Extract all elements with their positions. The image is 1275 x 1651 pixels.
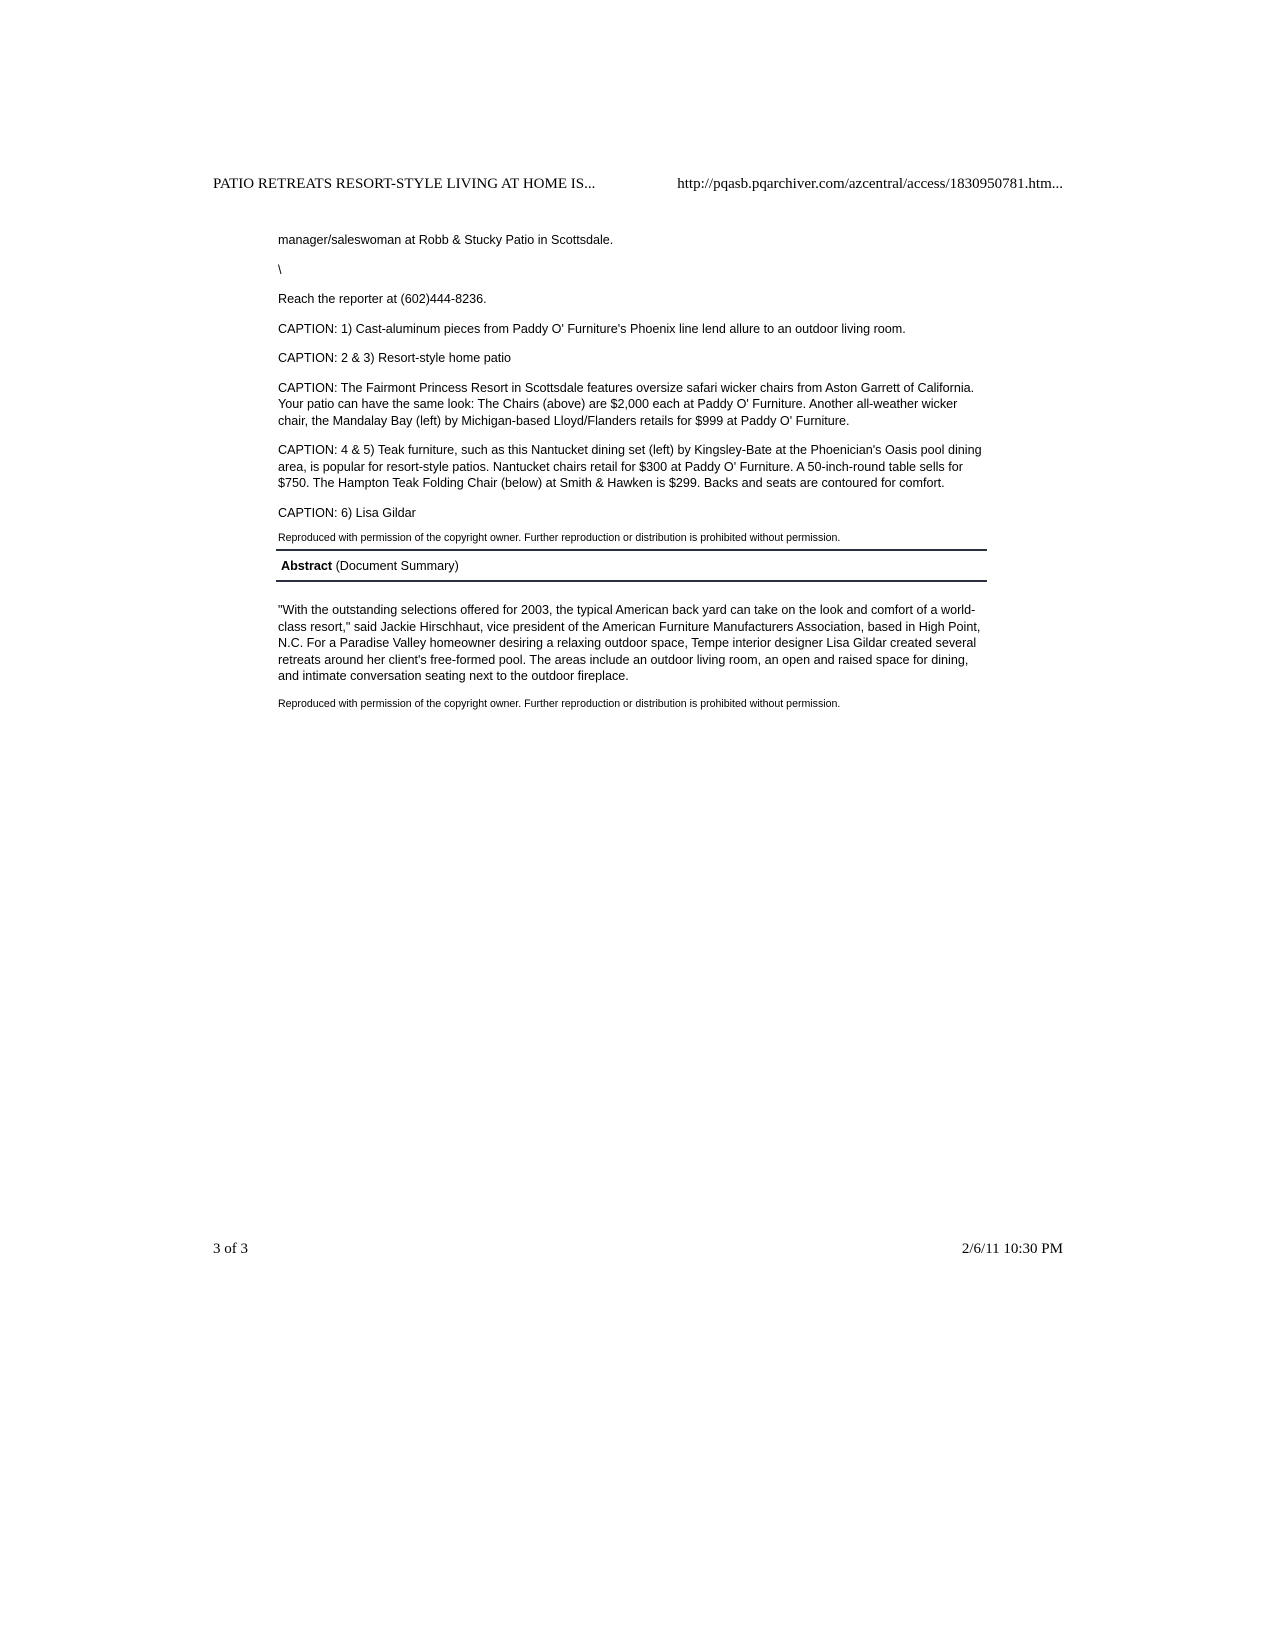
- abstract-header: [276, 549, 987, 582]
- document-url: http://pqasb.pqarchiver.com/azcentral/access/1830950781.htm...: [677, 176, 1063, 192]
- body-paragraph: manager/saleswoman at Robb & Stucky Patio in Scottsdale.: [278, 233, 614, 247]
- abstract-heading: Abstract: [281, 559, 333, 573]
- document-title: PATIO RETREATS RESORT-STYLE LIVING AT HOME IS...: [213, 176, 596, 192]
- caption: CAPTION: 6) Lisa Gildar: [278, 505, 416, 520]
- caption: CAPTION: 2 & 3) Resort-style home patio: [278, 351, 512, 365]
- abstract-subheading: (Document Summary): [335, 559, 459, 573]
- copyright-notice: Reproduced with permission of the copyright owner. Further reproduction or distribution is prohibited without permission.: [278, 697, 841, 710]
- copyright-notice: Reproduced with permission of the copyright owner. Further reproduction or distribution is prohibited without permission.: [278, 532, 841, 544]
- body-paragraph: \: [278, 262, 282, 277]
- caption: CAPTION: 1) Cast-aluminum pieces from Paddy O' Furniture's Phoenix line lend allure to an outdoor living room.: [278, 321, 906, 336]
- caption: CAPTION: 4 & 5) Teak furniture, such as this Nantucket dining set (left) by Kingsley-Bate at the Phoenician's Oasis pool dining area, is popular for resort-style patios. Nantucket chairs retail for $300 at Paddy O' Furniture. A 50-inch-round table sells for $750. The Hampton Teak Folding Chair (below) at Smith & Hawken is $299. Backs and seats are contoured for comfort.: [278, 443, 982, 490]
- article-content: [278, 232, 986, 715]
- reporter-contact: Reach the reporter at (602)444-8236.: [278, 292, 487, 306]
- page-number: 3 of 3: [213, 1241, 248, 1257]
- abstract-text: "With the outstanding selections offered for 2003, the typical American back yard can take on the look and comfort of a world-class resort," said Jackie Hirschhaut, vice president of the American Furniture Manufacturers Association, based in High Point, N.C. For a Paradise Valley homeowner desiring a relaxing outdoor space, Tempe interior designer Lisa Gildar created several retreats around her client's free-formed pool. The areas include an outdoor living room, an open and raised space for dining, and intimate conversation seating next to the outdoor fireplace.: [278, 603, 981, 683]
- caption: CAPTION: The Fairmont Princess Resort in Scottsdale features oversize safari wicker chairs from Aston Garrett of California. Your patio can have the same look: The Chairs (above) are $2,000 each at Paddy O' Furniture. Another all-weather wicker chair, the Mandalay Bay (left) by Michigan-based Lloyd/Flanders retails for $999 at Paddy O' Furniture.: [278, 380, 975, 428]
- print-datetime: 2/6/11 10:30 PM: [961, 1241, 1063, 1257]
